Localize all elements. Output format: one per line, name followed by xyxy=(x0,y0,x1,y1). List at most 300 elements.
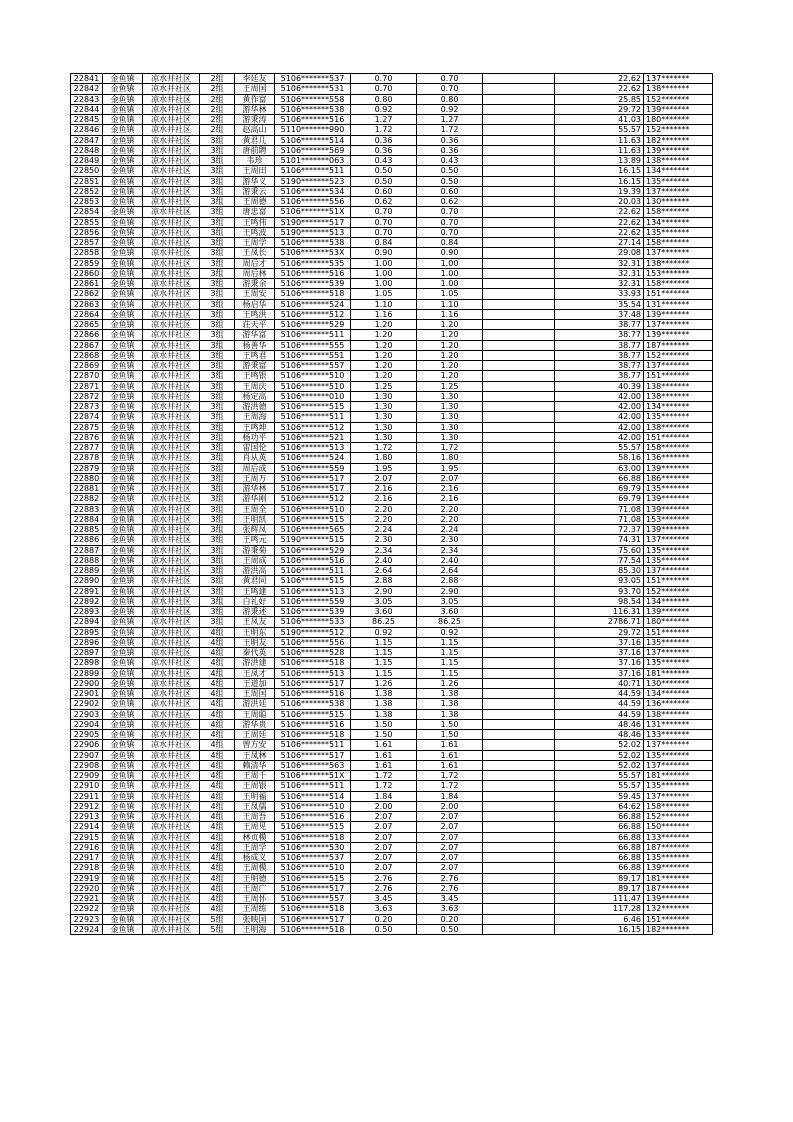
amount-cell: 22.62 xyxy=(555,207,644,217)
table-row xyxy=(71,145,713,155)
area-cell: 1.72 xyxy=(351,781,417,791)
group-cell: 3组 xyxy=(200,535,235,545)
remark-cell xyxy=(483,525,555,535)
remark-cell xyxy=(483,863,555,873)
amount-cell: 55.57 xyxy=(555,125,644,135)
area-confirmed-cell: 1.25 xyxy=(417,381,483,391)
table-row xyxy=(71,135,713,145)
row-number-cell: 22866 xyxy=(71,330,103,340)
table-row xyxy=(71,689,713,699)
group-cell: 4组 xyxy=(200,637,235,647)
town-cell: 金鱼镇 xyxy=(103,842,143,852)
remark-cell xyxy=(483,84,555,94)
remark-cell xyxy=(483,227,555,237)
id-number-cell: 5106*******511 xyxy=(275,566,351,576)
area-cell: 0.70 xyxy=(351,227,417,237)
group-cell: 3组 xyxy=(200,402,235,412)
table-body xyxy=(71,74,713,935)
group-cell: 4组 xyxy=(200,781,235,791)
area-confirmed-cell: 1.30 xyxy=(417,391,483,401)
table-row xyxy=(71,883,713,893)
amount-cell: 38.77 xyxy=(555,330,644,340)
table-row xyxy=(71,484,713,494)
table-row xyxy=(71,453,713,463)
row-number-cell: 22918 xyxy=(71,863,103,873)
name-cell: 王明友 xyxy=(235,637,275,647)
row-number-cell: 22878 xyxy=(71,453,103,463)
table-row xyxy=(71,648,713,658)
amount-cell: 38.77 xyxy=(555,350,644,360)
phone-cell: 152******* xyxy=(644,812,713,822)
amount-cell: 64.62 xyxy=(555,801,644,811)
area-cell: 1.20 xyxy=(351,340,417,350)
row-number-cell: 22879 xyxy=(71,463,103,473)
town-cell: 金鱼镇 xyxy=(103,812,143,822)
town-cell: 金鱼镇 xyxy=(103,699,143,709)
town-cell: 金鱼镇 xyxy=(103,309,143,319)
town-cell: 金鱼镇 xyxy=(103,258,143,268)
group-cell: 4组 xyxy=(200,842,235,852)
area-confirmed-cell: 0.70 xyxy=(417,227,483,237)
amount-cell: 44.59 xyxy=(555,699,644,709)
amount-cell: 55.57 xyxy=(555,781,644,791)
row-number-cell: 22858 xyxy=(71,248,103,258)
area-confirmed-cell: 2.07 xyxy=(417,832,483,842)
area-cell: 2.07 xyxy=(351,863,417,873)
row-number-cell: 22851 xyxy=(71,176,103,186)
area-confirmed-cell: 1.50 xyxy=(417,719,483,729)
name-cell: 游秉涛 xyxy=(235,115,275,125)
table-row xyxy=(71,94,713,104)
name-cell: 游洪德 xyxy=(235,402,275,412)
group-cell: 3组 xyxy=(200,197,235,207)
town-cell: 金鱼镇 xyxy=(103,115,143,125)
area-cell: 2.34 xyxy=(351,545,417,555)
area-confirmed-cell: 2.90 xyxy=(417,586,483,596)
area-confirmed-cell: 1.00 xyxy=(417,258,483,268)
community-cell: 凉水井社区 xyxy=(143,822,200,832)
area-confirmed-cell: 0.50 xyxy=(417,176,483,186)
area-cell: 1.15 xyxy=(351,668,417,678)
row-number-cell: 22848 xyxy=(71,145,103,155)
table-row xyxy=(71,535,713,545)
remark-cell xyxy=(483,309,555,319)
group-cell: 3组 xyxy=(200,217,235,227)
area-confirmed-cell: 2.20 xyxy=(417,504,483,514)
id-number-cell: 5106*******521 xyxy=(275,432,351,442)
table-row xyxy=(71,443,713,453)
area-confirmed-cell: 0.50 xyxy=(417,924,483,934)
id-number-cell: 5190*******513 xyxy=(275,227,351,237)
remark-cell xyxy=(483,279,555,289)
group-cell: 2组 xyxy=(200,74,235,84)
remark-cell xyxy=(483,535,555,545)
town-cell: 金鱼镇 xyxy=(103,248,143,258)
community-cell: 凉水井社区 xyxy=(143,607,200,617)
id-number-cell: 5106*******556 xyxy=(275,637,351,647)
community-cell: 凉水井社区 xyxy=(143,740,200,750)
community-cell: 凉水井社区 xyxy=(143,371,200,381)
phone-cell: 151******* xyxy=(644,371,713,381)
community-cell: 凉水井社区 xyxy=(143,719,200,729)
area-cell: 1.61 xyxy=(351,750,417,760)
row-number-cell: 22917 xyxy=(71,853,103,863)
community-cell: 凉水井社区 xyxy=(143,771,200,781)
community-cell: 凉水井社区 xyxy=(143,791,200,801)
community-cell: 凉水井社区 xyxy=(143,730,200,740)
remark-cell xyxy=(483,289,555,299)
table-row xyxy=(71,125,713,135)
area-cell: 2.40 xyxy=(351,555,417,565)
community-cell: 凉水井社区 xyxy=(143,84,200,94)
name-cell: 王周聪 xyxy=(235,709,275,719)
name-cell: 王周田 xyxy=(235,166,275,176)
group-cell: 2组 xyxy=(200,94,235,104)
remark-cell xyxy=(483,186,555,196)
row-number-cell: 22919 xyxy=(71,873,103,883)
amount-cell: 71.08 xyxy=(555,514,644,524)
group-cell: 3组 xyxy=(200,494,235,504)
table-row xyxy=(71,289,713,299)
remark-cell xyxy=(483,115,555,125)
area-confirmed-cell: 0.80 xyxy=(417,94,483,104)
name-cell: 游秉云 xyxy=(235,186,275,196)
amount-cell: 58.16 xyxy=(555,453,644,463)
phone-cell: 137******* xyxy=(644,566,713,576)
community-cell: 凉水井社区 xyxy=(143,535,200,545)
amount-cell: 42.00 xyxy=(555,432,644,442)
table-row xyxy=(71,576,713,586)
name-cell: 游华贵 xyxy=(235,719,275,729)
area-confirmed-cell: 1.84 xyxy=(417,791,483,801)
table-row xyxy=(71,391,713,401)
table-row xyxy=(71,412,713,422)
row-number-cell: 22906 xyxy=(71,740,103,750)
name-cell: 白礼好 xyxy=(235,596,275,606)
row-number-cell: 22865 xyxy=(71,320,103,330)
area-cell: 2.90 xyxy=(351,586,417,596)
name-cell: 黄作富 xyxy=(235,94,275,104)
community-cell: 凉水井社区 xyxy=(143,484,200,494)
amount-cell: 35.54 xyxy=(555,299,644,309)
town-cell: 金鱼镇 xyxy=(103,207,143,217)
name-cell: 王周吾 xyxy=(235,812,275,822)
amount-cell: 42.00 xyxy=(555,402,644,412)
table-row xyxy=(71,699,713,709)
remark-cell xyxy=(483,709,555,719)
town-cell: 金鱼镇 xyxy=(103,914,143,924)
area-confirmed-cell: 1.15 xyxy=(417,648,483,658)
amount-cell: 66.88 xyxy=(555,822,644,832)
row-number-cell: 22910 xyxy=(71,781,103,791)
row-number-cell: 22854 xyxy=(71,207,103,217)
row-number-cell: 22847 xyxy=(71,135,103,145)
remark-cell xyxy=(483,822,555,832)
remark-cell xyxy=(483,566,555,576)
town-cell: 金鱼镇 xyxy=(103,576,143,586)
id-number-cell: 5106*******517 xyxy=(275,678,351,688)
id-number-cell: 5106*******538 xyxy=(275,699,351,709)
community-cell: 凉水井社区 xyxy=(143,381,200,391)
group-cell: 4组 xyxy=(200,709,235,719)
amount-cell: 42.00 xyxy=(555,422,644,432)
community-cell: 凉水井社区 xyxy=(143,340,200,350)
amount-cell: 22.62 xyxy=(555,74,644,84)
group-cell: 4组 xyxy=(200,730,235,740)
area-cell: 1.72 xyxy=(351,125,417,135)
remark-cell xyxy=(483,617,555,627)
id-number-cell: 5106*******515 xyxy=(275,709,351,719)
remark-cell xyxy=(483,484,555,494)
town-cell: 金鱼镇 xyxy=(103,84,143,94)
community-cell: 凉水井社区 xyxy=(143,145,200,155)
table-row xyxy=(71,832,713,842)
group-cell: 3组 xyxy=(200,412,235,422)
area-confirmed-cell: 0.43 xyxy=(417,156,483,166)
table-row xyxy=(71,422,713,432)
group-cell: 3组 xyxy=(200,617,235,627)
row-number-cell: 22876 xyxy=(71,432,103,442)
id-number-cell: 5106*******558 xyxy=(275,94,351,104)
amount-cell: 52.02 xyxy=(555,750,644,760)
amount-cell: 72.37 xyxy=(555,525,644,535)
table-row xyxy=(71,350,713,360)
area-cell: 1.61 xyxy=(351,760,417,770)
row-number-cell: 22880 xyxy=(71,473,103,483)
community-cell: 凉水井社区 xyxy=(143,801,200,811)
area-confirmed-cell: 0.20 xyxy=(417,914,483,924)
remark-cell xyxy=(483,699,555,709)
phone-cell: 151******* xyxy=(644,576,713,586)
community-cell: 凉水井社区 xyxy=(143,391,200,401)
area-cell: 1.26 xyxy=(351,678,417,688)
amount-cell: 22.62 xyxy=(555,217,644,227)
town-cell: 金鱼镇 xyxy=(103,156,143,166)
table-row xyxy=(71,555,713,565)
table-row xyxy=(71,904,713,914)
area-confirmed-cell: 1.05 xyxy=(417,289,483,299)
name-cell: 王明海 xyxy=(235,924,275,934)
area-confirmed-cell: 1.16 xyxy=(417,309,483,319)
area-cell: 1.05 xyxy=(351,289,417,299)
name-cell: 王周庆 xyxy=(235,381,275,391)
phone-cell: 181******* xyxy=(644,668,713,678)
community-cell: 凉水井社区 xyxy=(143,689,200,699)
amount-cell: 16.15 xyxy=(555,924,644,934)
remark-cell xyxy=(483,299,555,309)
table-row xyxy=(71,791,713,801)
town-cell: 金鱼镇 xyxy=(103,320,143,330)
town-cell: 金鱼镇 xyxy=(103,719,143,729)
area-cell: 2.20 xyxy=(351,514,417,524)
area-cell: 2.00 xyxy=(351,801,417,811)
phone-cell: 158******* xyxy=(644,279,713,289)
group-cell: 3组 xyxy=(200,350,235,360)
remark-cell xyxy=(483,760,555,770)
amount-cell: 117.28 xyxy=(555,904,644,914)
remark-cell xyxy=(483,914,555,924)
remark-cell xyxy=(483,94,555,104)
phone-cell: 135******* xyxy=(644,555,713,565)
id-number-cell: 5106*******512 xyxy=(275,494,351,504)
phone-cell: 133******* xyxy=(644,832,713,842)
area-confirmed-cell: 0.60 xyxy=(417,186,483,196)
remark-cell xyxy=(483,258,555,268)
area-cell: 0.50 xyxy=(351,924,417,934)
community-cell: 凉水井社区 xyxy=(143,596,200,606)
community-cell: 凉水井社区 xyxy=(143,904,200,914)
group-cell: 2组 xyxy=(200,84,235,94)
phone-cell: 139******* xyxy=(644,104,713,114)
town-cell: 金鱼镇 xyxy=(103,586,143,596)
community-cell: 凉水井社区 xyxy=(143,894,200,904)
table-row xyxy=(71,176,713,186)
row-number-cell: 22871 xyxy=(71,381,103,391)
table-row xyxy=(71,842,713,852)
area-cell: 1.10 xyxy=(351,299,417,309)
row-number-cell: 22873 xyxy=(71,402,103,412)
id-number-cell: 5106*******517 xyxy=(275,484,351,494)
area-cell: 0.43 xyxy=(351,156,417,166)
community-cell: 凉水井社区 xyxy=(143,432,200,442)
id-number-cell: 5106*******518 xyxy=(275,658,351,668)
name-cell: 李廷友 xyxy=(235,74,275,84)
town-cell: 金鱼镇 xyxy=(103,166,143,176)
area-confirmed-cell: 1.72 xyxy=(417,443,483,453)
table-row xyxy=(71,473,713,483)
name-cell: 王周成 xyxy=(235,555,275,565)
row-number-cell: 22916 xyxy=(71,842,103,852)
remark-cell xyxy=(483,668,555,678)
group-cell: 3组 xyxy=(200,545,235,555)
phone-cell: 151******* xyxy=(644,627,713,637)
amount-cell: 85.30 xyxy=(555,566,644,576)
area-confirmed-cell: 3.45 xyxy=(417,894,483,904)
remark-cell xyxy=(483,689,555,699)
community-cell: 凉水井社区 xyxy=(143,443,200,453)
community-cell: 凉水井社区 xyxy=(143,412,200,422)
town-cell: 金鱼镇 xyxy=(103,238,143,248)
phone-cell: 134******* xyxy=(644,166,713,176)
row-number-cell: 22921 xyxy=(71,894,103,904)
community-cell: 凉水井社区 xyxy=(143,104,200,114)
amount-cell: 89.17 xyxy=(555,873,644,883)
town-cell: 金鱼镇 xyxy=(103,361,143,371)
remark-cell xyxy=(483,197,555,207)
row-number-cell: 22857 xyxy=(71,238,103,248)
area-cell: 1.00 xyxy=(351,279,417,289)
table-row xyxy=(71,197,713,207)
community-cell: 凉水井社区 xyxy=(143,576,200,586)
phone-cell: 135******* xyxy=(644,658,713,668)
id-number-cell: 5106*******559 xyxy=(275,463,351,473)
area-confirmed-cell: 3.05 xyxy=(417,596,483,606)
row-number-cell: 22923 xyxy=(71,914,103,924)
amount-cell: 16.15 xyxy=(555,176,644,186)
remark-cell xyxy=(483,637,555,647)
town-cell: 金鱼镇 xyxy=(103,771,143,781)
group-cell: 3组 xyxy=(200,586,235,596)
name-cell: 游秉富 xyxy=(235,361,275,371)
table-row xyxy=(71,586,713,596)
group-cell: 4组 xyxy=(200,750,235,760)
row-number-cell: 22893 xyxy=(71,607,103,617)
id-number-cell: 5106*******516 xyxy=(275,812,351,822)
town-cell: 金鱼镇 xyxy=(103,760,143,770)
name-cell: 王凤儒 xyxy=(235,801,275,811)
amount-cell: 98.54 xyxy=(555,596,644,606)
remark-cell xyxy=(483,678,555,688)
town-cell: 金鱼镇 xyxy=(103,678,143,688)
amount-cell: 93.05 xyxy=(555,576,644,586)
town-cell: 金鱼镇 xyxy=(103,730,143,740)
group-cell: 3组 xyxy=(200,473,235,483)
amount-cell: 75.60 xyxy=(555,545,644,555)
table-row xyxy=(71,248,713,258)
table-row xyxy=(71,740,713,750)
amount-cell: 11.63 xyxy=(555,145,644,155)
group-cell: 3组 xyxy=(200,166,235,176)
amount-cell: 2786.71 xyxy=(555,617,644,627)
row-number-cell: 22843 xyxy=(71,94,103,104)
area-cell: 0.92 xyxy=(351,627,417,637)
name-cell: 王明德 xyxy=(235,873,275,883)
id-number-cell: 5106*******51X xyxy=(275,771,351,781)
group-cell: 4组 xyxy=(200,873,235,883)
remark-cell xyxy=(483,730,555,740)
town-cell: 金鱼镇 xyxy=(103,740,143,750)
id-number-cell: 5106*******518 xyxy=(275,832,351,842)
name-cell: 王周见 xyxy=(235,822,275,832)
name-cell: 周后林 xyxy=(235,268,275,278)
area-cell: 0.80 xyxy=(351,94,417,104)
remark-cell xyxy=(483,145,555,155)
area-cell: 0.70 xyxy=(351,217,417,227)
town-cell: 金鱼镇 xyxy=(103,484,143,494)
remark-cell xyxy=(483,627,555,637)
town-cell: 金鱼镇 xyxy=(103,709,143,719)
name-cell: 游秉菊 xyxy=(235,545,275,555)
phone-cell: 138******* xyxy=(644,84,713,94)
group-cell: 3组 xyxy=(200,555,235,565)
row-number-cell: 22841 xyxy=(71,74,103,84)
group-cell: 3组 xyxy=(200,248,235,258)
community-cell: 凉水井社区 xyxy=(143,648,200,658)
table-row xyxy=(71,719,713,729)
town-cell: 金鱼镇 xyxy=(103,473,143,483)
town-cell: 金鱼镇 xyxy=(103,689,143,699)
amount-cell: 44.59 xyxy=(555,709,644,719)
name-cell: 王周千 xyxy=(235,771,275,781)
id-number-cell: 5106*******531 xyxy=(275,84,351,94)
group-cell: 4组 xyxy=(200,853,235,863)
phone-cell: 137******* xyxy=(644,74,713,84)
group-cell: 3组 xyxy=(200,361,235,371)
phone-cell: 136******* xyxy=(644,453,713,463)
name-cell: 荘天平 xyxy=(235,320,275,330)
amount-cell: 29.08 xyxy=(555,248,644,258)
phone-cell: 137******* xyxy=(644,248,713,258)
remark-cell xyxy=(483,207,555,217)
amount-cell: 37.16 xyxy=(555,648,644,658)
area-cell: 1.30 xyxy=(351,412,417,422)
row-number-cell: 22905 xyxy=(71,730,103,740)
name-cell: 王周海 xyxy=(235,412,275,422)
id-number-cell: 5106*******551 xyxy=(275,350,351,360)
group-cell: 3组 xyxy=(200,145,235,155)
row-number-cell: 22845 xyxy=(71,115,103,125)
area-cell: 1.84 xyxy=(351,791,417,801)
